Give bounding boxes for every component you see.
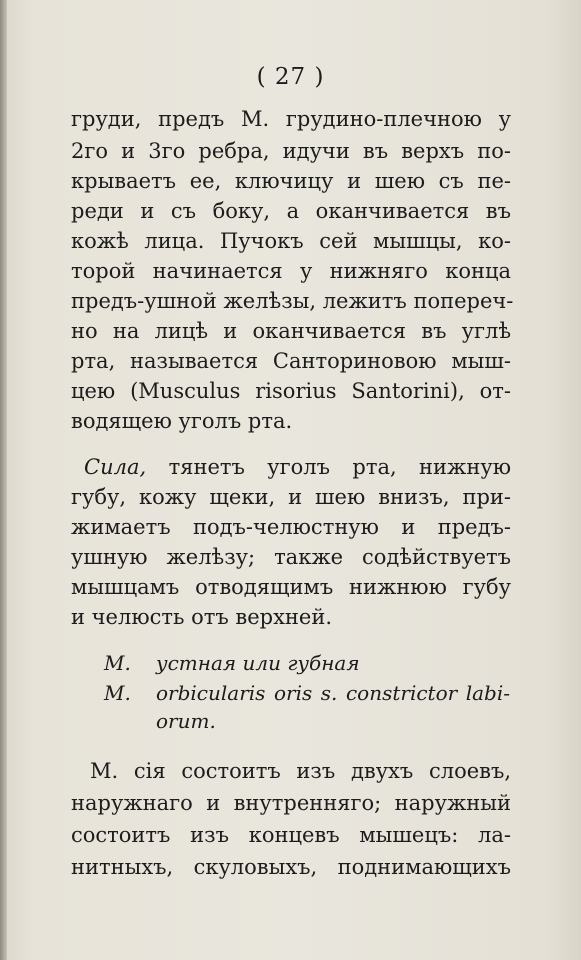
text-line: мышцамъ отводящимъ нижнюю губу: [71, 575, 511, 599]
text-line: жимаетъ подъ-челюстную и предъ-: [71, 515, 511, 539]
heading-label: M.: [104, 681, 131, 705]
page-spine-shadow: [0, 0, 7, 960]
text-line: водящею уголъ рта.: [71, 409, 293, 433]
paragraph-lead: Сила,: [84, 455, 147, 479]
text-line: крываетъ ее, ключицу и шею съ пе-: [71, 169, 511, 193]
text-line: предъ-ушной желѣзы, лежитъ попереч-: [71, 289, 514, 313]
text-line: и челюсть отъ верхней.: [71, 605, 333, 629]
text-line: кожѣ лица. Пучокъ сей мышцы, ко-: [71, 229, 511, 253]
text-line: наружнаго и внутренняго; наружный: [71, 791, 511, 815]
text-line: цею (Musculus risorius Santorini), от-: [71, 379, 511, 403]
heading-label: М.: [104, 651, 131, 675]
text-line: 2го и 3го ребра, идучи въ верхъ по-: [71, 139, 511, 163]
text-line: состоитъ изъ концевъ мышецъ: ла-: [71, 823, 511, 847]
text-line: губу, кожу щеки, и шею внизъ, при-: [71, 485, 511, 509]
text-line: груди, предъ М. грудино-плечною у: [71, 107, 511, 131]
text-line: [84, 452, 511, 482]
text-line: но на лицѣ и оканчивается въ углѣ: [71, 319, 511, 343]
text-line: ушную желѣзу; также содѣйствуетъ: [71, 545, 511, 569]
text-line: торой начинается у нижняго конца: [71, 259, 511, 283]
heading-title-russian: устная или губная: [156, 651, 360, 675]
paragraph-lead-rest: тянетъ уголъ рта, нижную: [168, 455, 511, 479]
text-line: нитныхъ, скуловыхъ, поднимающихъ: [71, 855, 511, 879]
heading-title-latin: orbicularis oris s. constrictor labi-: [156, 681, 510, 705]
text-line: М. сія состоитъ изъ двухъ слоевъ,: [90, 759, 511, 783]
page-number: ( 27 ): [256, 64, 325, 90]
text-line: реди и съ боку, а оканчивается въ: [71, 199, 511, 223]
heading-title-latin-continued: orum.: [156, 709, 216, 733]
text-line: рта, называется Санториновою мыш-: [71, 349, 511, 373]
